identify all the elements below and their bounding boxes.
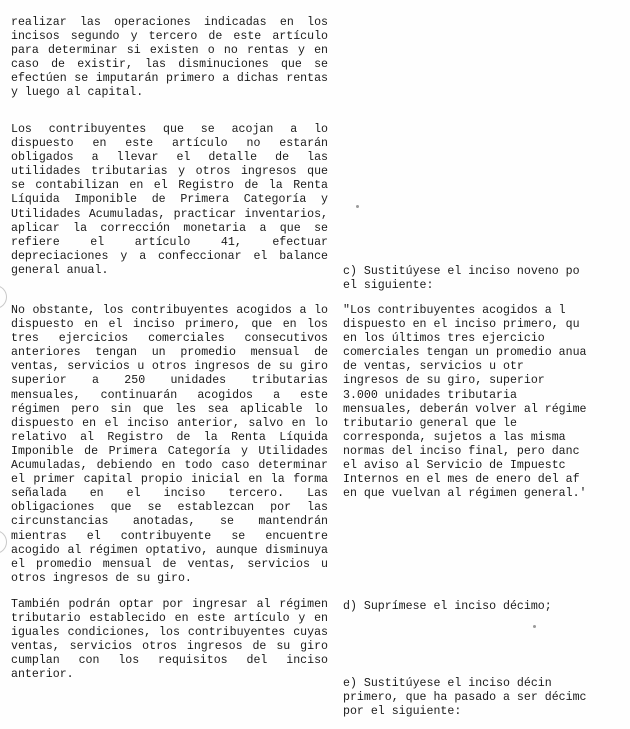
quote-line: dispuesto en el inciso primero, qu: [343, 318, 580, 332]
quote-line: Internos en el mes de enero del af: [343, 473, 580, 487]
section-e-line-2: primero, que ha pasado a ser décimc: [343, 691, 587, 705]
section-c-heading-line-2: el siguiente:: [343, 279, 434, 293]
section-d: d) Suprímese el inciso décimo;: [343, 600, 552, 613]
section-c-heading: [343, 265, 630, 293]
section-e: [343, 677, 630, 719]
quote-line: comerciales tengan un promedio anua: [343, 346, 587, 360]
left-paragraph-1: realizar las operaciones indicadas en los incisos segundo y tercero de este artículo para determinar si existen o no rentas y en caso de existir, las disminuciones que se efectúen se imputarán primero a dichas rentas y luego al capital.: [11, 16, 328, 100]
right-column: [343, 0, 630, 729]
left-paragraph-3: No obstante, los contribuyentes acogidos a lo dispuesto en el inciso primero, que en los tres ejercicios comerciales consecutivos anteriores tengan un promedio mensual de ventas, servicios u otros ingresos de su giro superior a 250 unidades tributarias mensuales, continuarán acogidos a este régimen pero sin que les sea aplicable lo dispuesto en el inciso anterior, salvo en lo relativo al Registro de la Renta Líquida Imponible de Primera Categoría y Utilidades Acumuladas, debiendo en todo caso determinar el primer capital propio inicial en la forma señalada en el inciso tercero. Las obligaciones que se establezcan por las circunstancias anotadas, se mantendrán mientras el contribuyente se encuentre acogido al régimen optativo, aunque disminuya el promedio mensual de ventas, servicios u otros ingresos de su giro.: [11, 304, 328, 585]
quote-line: en los últimos tres ejercicio: [343, 332, 545, 346]
quote-line: de ventas, servicios u otr: [343, 360, 524, 374]
quote-line: ingresos de su giro, superior: [343, 374, 545, 388]
binder-hole-top: [0, 285, 7, 309]
section-e-line-3: por el siguiente:: [343, 705, 462, 719]
left-paragraph-2: Los contribuyentes que se acojan a lo dispuesto en este artículo no estarán obligados a llevar el detalle de las utilidades tributarias y otros ingresos que se contabilizan en el Registro de la Renta Líquida Imponible de Primera Categoría y Utilidades Acumuladas, practicar inventarios, aplicar la corrección monetaria a que se refiere el artículo 41, efectuar depreciaciones y a confeccionar el balance general anual.: [11, 123, 328, 277]
section-e-line-1: e) Sustitúyese el inciso décin: [343, 677, 552, 690]
quote-line: 3.000 unidades tributaria: [343, 388, 517, 402]
left-paragraph-4: También podrán optar por ingresar al régimen tributario establecido en este artículo y en iguales condiciones, los contribuyentes cuyas ventas, servicios otros ingresos de su giro cumplan con los requisitos del inciso anterior.: [11, 598, 328, 682]
scan-speck: [533, 625, 536, 628]
scan-speck: [356, 205, 359, 208]
quote-line: mensuales, deberán volver al régime: [343, 402, 587, 416]
quote-line: tributario general que le: [343, 416, 517, 430]
quote-line: normas del inciso final, pero danc: [343, 444, 580, 458]
quote-line: corresponda, sujetos a las misma: [343, 430, 566, 444]
quote-line: en que vuelvan al régimen general.': [343, 487, 587, 501]
section-c-heading-line-1: c) Sustitúyese el inciso noveno po: [343, 265, 580, 278]
binder-hole-bottom: [0, 530, 7, 554]
quote-line: "Los contribuyentes acogidos a l: [343, 304, 566, 317]
quote-line: el aviso al Servicio de Impuestc: [343, 459, 566, 473]
left-column: [11, 0, 329, 729]
section-c-quote: [343, 304, 630, 501]
